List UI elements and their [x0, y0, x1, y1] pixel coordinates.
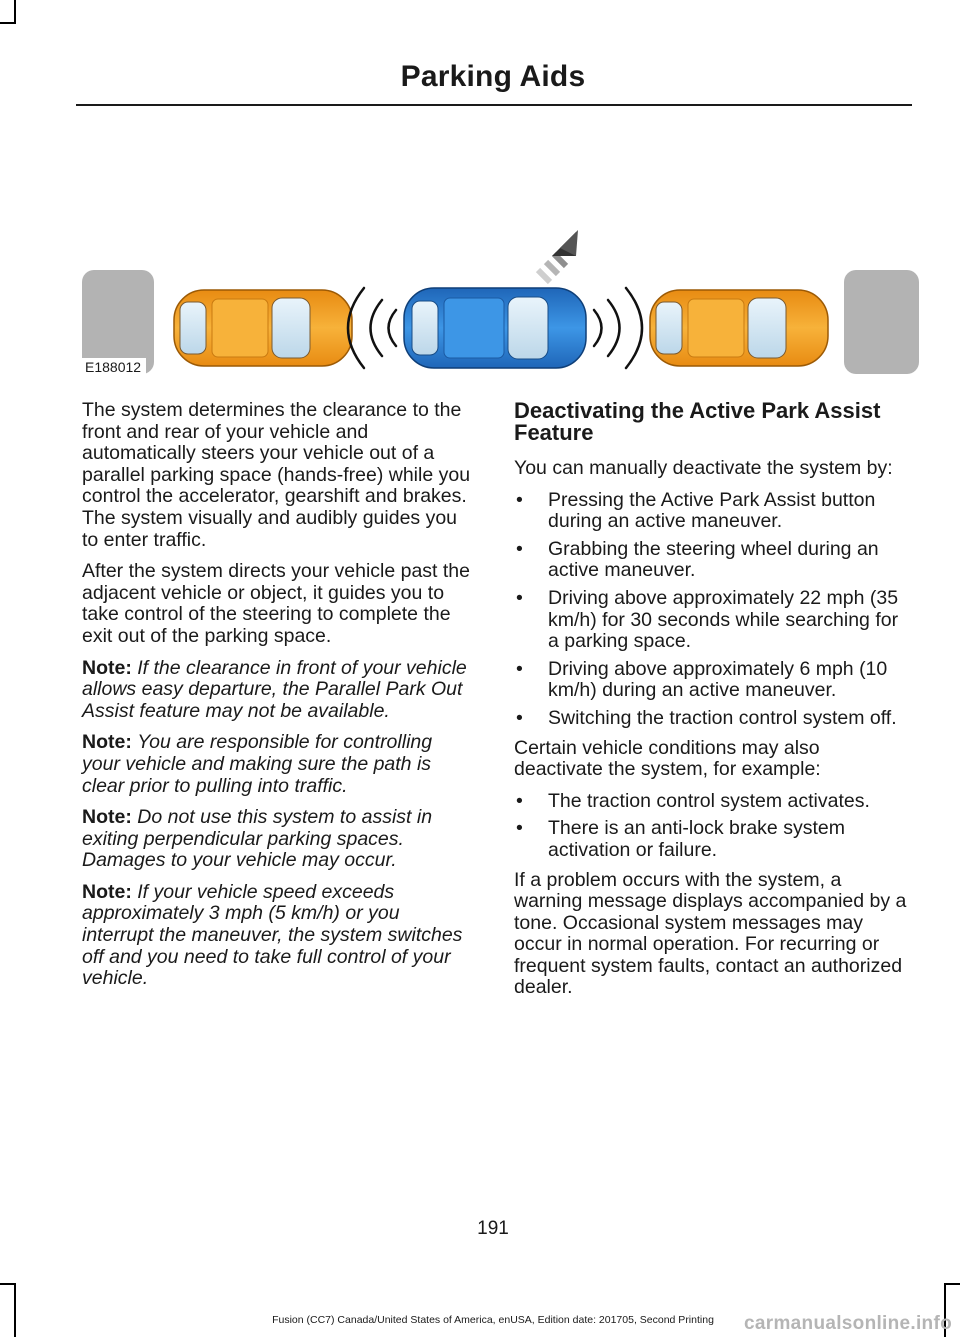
note-responsibility: [82, 732, 475, 797]
header-divider: [76, 104, 912, 106]
list-item: • The traction control system activates.: [516, 789, 870, 812]
curb-right: [844, 270, 919, 374]
sensor-waves-rear: [348, 288, 396, 368]
park-out-illustration: [82, 228, 919, 378]
note-text: You are responsible for controlling your vehicle and making sure the path is clear prior to pulling into traffic.: [82, 731, 433, 797]
sensor-waves-front: [594, 288, 642, 368]
intro-paragraph: The system determines the clearance to the front and rear of your vehicle and automatically steers your vehicle out of a parallel parking space (hands-free) while you control the accelerator, gearshift and brakes. The system visually and audibly guides you to enter traffic.: [82, 399, 471, 551]
page-title: Parking Aids: [400, 60, 586, 93]
crop-mark: [14, 0, 16, 22]
list-item: • Switching the traction control system off.: [516, 706, 897, 729]
section-heading: Deactivating the Active Park Assist Feature: [514, 398, 881, 445]
condition-list: [514, 791, 910, 862]
bullet: •: [516, 537, 523, 560]
list-item: • There is an anti-lock brake system activation or failure.: [516, 817, 845, 861]
bullet: •: [516, 657, 523, 680]
bullet: •: [516, 488, 523, 511]
note-label: Note:: [82, 731, 132, 754]
note-clearance: [82, 658, 475, 723]
list-item: • Driving above approximately 6 mph (10 km/h) during an active maneuver.: [516, 657, 888, 702]
guidance-paragraph: After the system directs your vehicle past the adjacent vehicle or object, it guides you to take control of the steering to complete the exit out of the parking space.: [82, 560, 471, 647]
closing-paragraph: If a problem occurs with the system, a warning message displays accompanied by a tone. Occasional system messages may occur in normal operation. For recurring or frequent system faults, contact an authorized dealer.: [514, 868, 907, 999]
footer-edition: Fusion (CC7) Canada/United States of America, enUSA, Edition date: 201705, Second Printing: [272, 1314, 714, 1326]
list-item: • Grabbing the steering wheel during an active maneuver.: [516, 537, 879, 582]
conditions-intro: Certain vehicle conditions may also deactivate the system, for example:: [514, 736, 821, 781]
figure-id: E188012: [85, 359, 142, 375]
crop-mark: [944, 1283, 960, 1285]
note-speed: [82, 882, 475, 990]
exit-direction-arrow-icon: [538, 230, 578, 282]
note-label: Note:: [82, 656, 132, 679]
parked-car-front: [650, 290, 828, 366]
left-column: [82, 400, 475, 1000]
note-label: Note:: [82, 806, 132, 829]
page-number: 191: [477, 1218, 509, 1239]
note-text: Do not use this system to assist in exiting perpendicular parking spaces. Damages to your vehicle may occur.: [82, 806, 433, 872]
note-text: If the clearance in front of your vehicle allows easy departure, the Parallel Park Out Assist feature may not be available.: [82, 656, 467, 722]
note-perpendicular: [82, 807, 475, 872]
bullet: •: [516, 706, 523, 729]
crop-mark: [0, 1283, 16, 1285]
right-column: [514, 400, 910, 1009]
list-item: • Pressing the Active Park Assist button during an active maneuver.: [516, 488, 876, 533]
watermark: carmanualsonline.info: [744, 1313, 952, 1334]
crop-mark: [0, 22, 16, 24]
parked-car-rear: [174, 290, 352, 366]
own-vehicle: [404, 288, 586, 368]
manual-intro: You can manually deactivate the system by:: [514, 457, 893, 479]
bullet: •: [516, 817, 523, 840]
bullet: •: [516, 789, 523, 812]
list-item: • Driving above approximately 22 mph (35 km/h) for 30 seconds while searching for a parking space.: [516, 586, 899, 653]
crop-mark: [14, 1283, 16, 1337]
parking-diagram: [82, 228, 919, 378]
bullet: •: [516, 586, 523, 609]
note-text: If your vehicle speed exceeds approximately 3 mph (5 km/h) or you interrupt the maneuver, the system switches off and you need to take full control of your vehicle.: [82, 880, 463, 990]
note-label: Note:: [82, 880, 132, 903]
manual-deactivation-list: [514, 490, 910, 730]
